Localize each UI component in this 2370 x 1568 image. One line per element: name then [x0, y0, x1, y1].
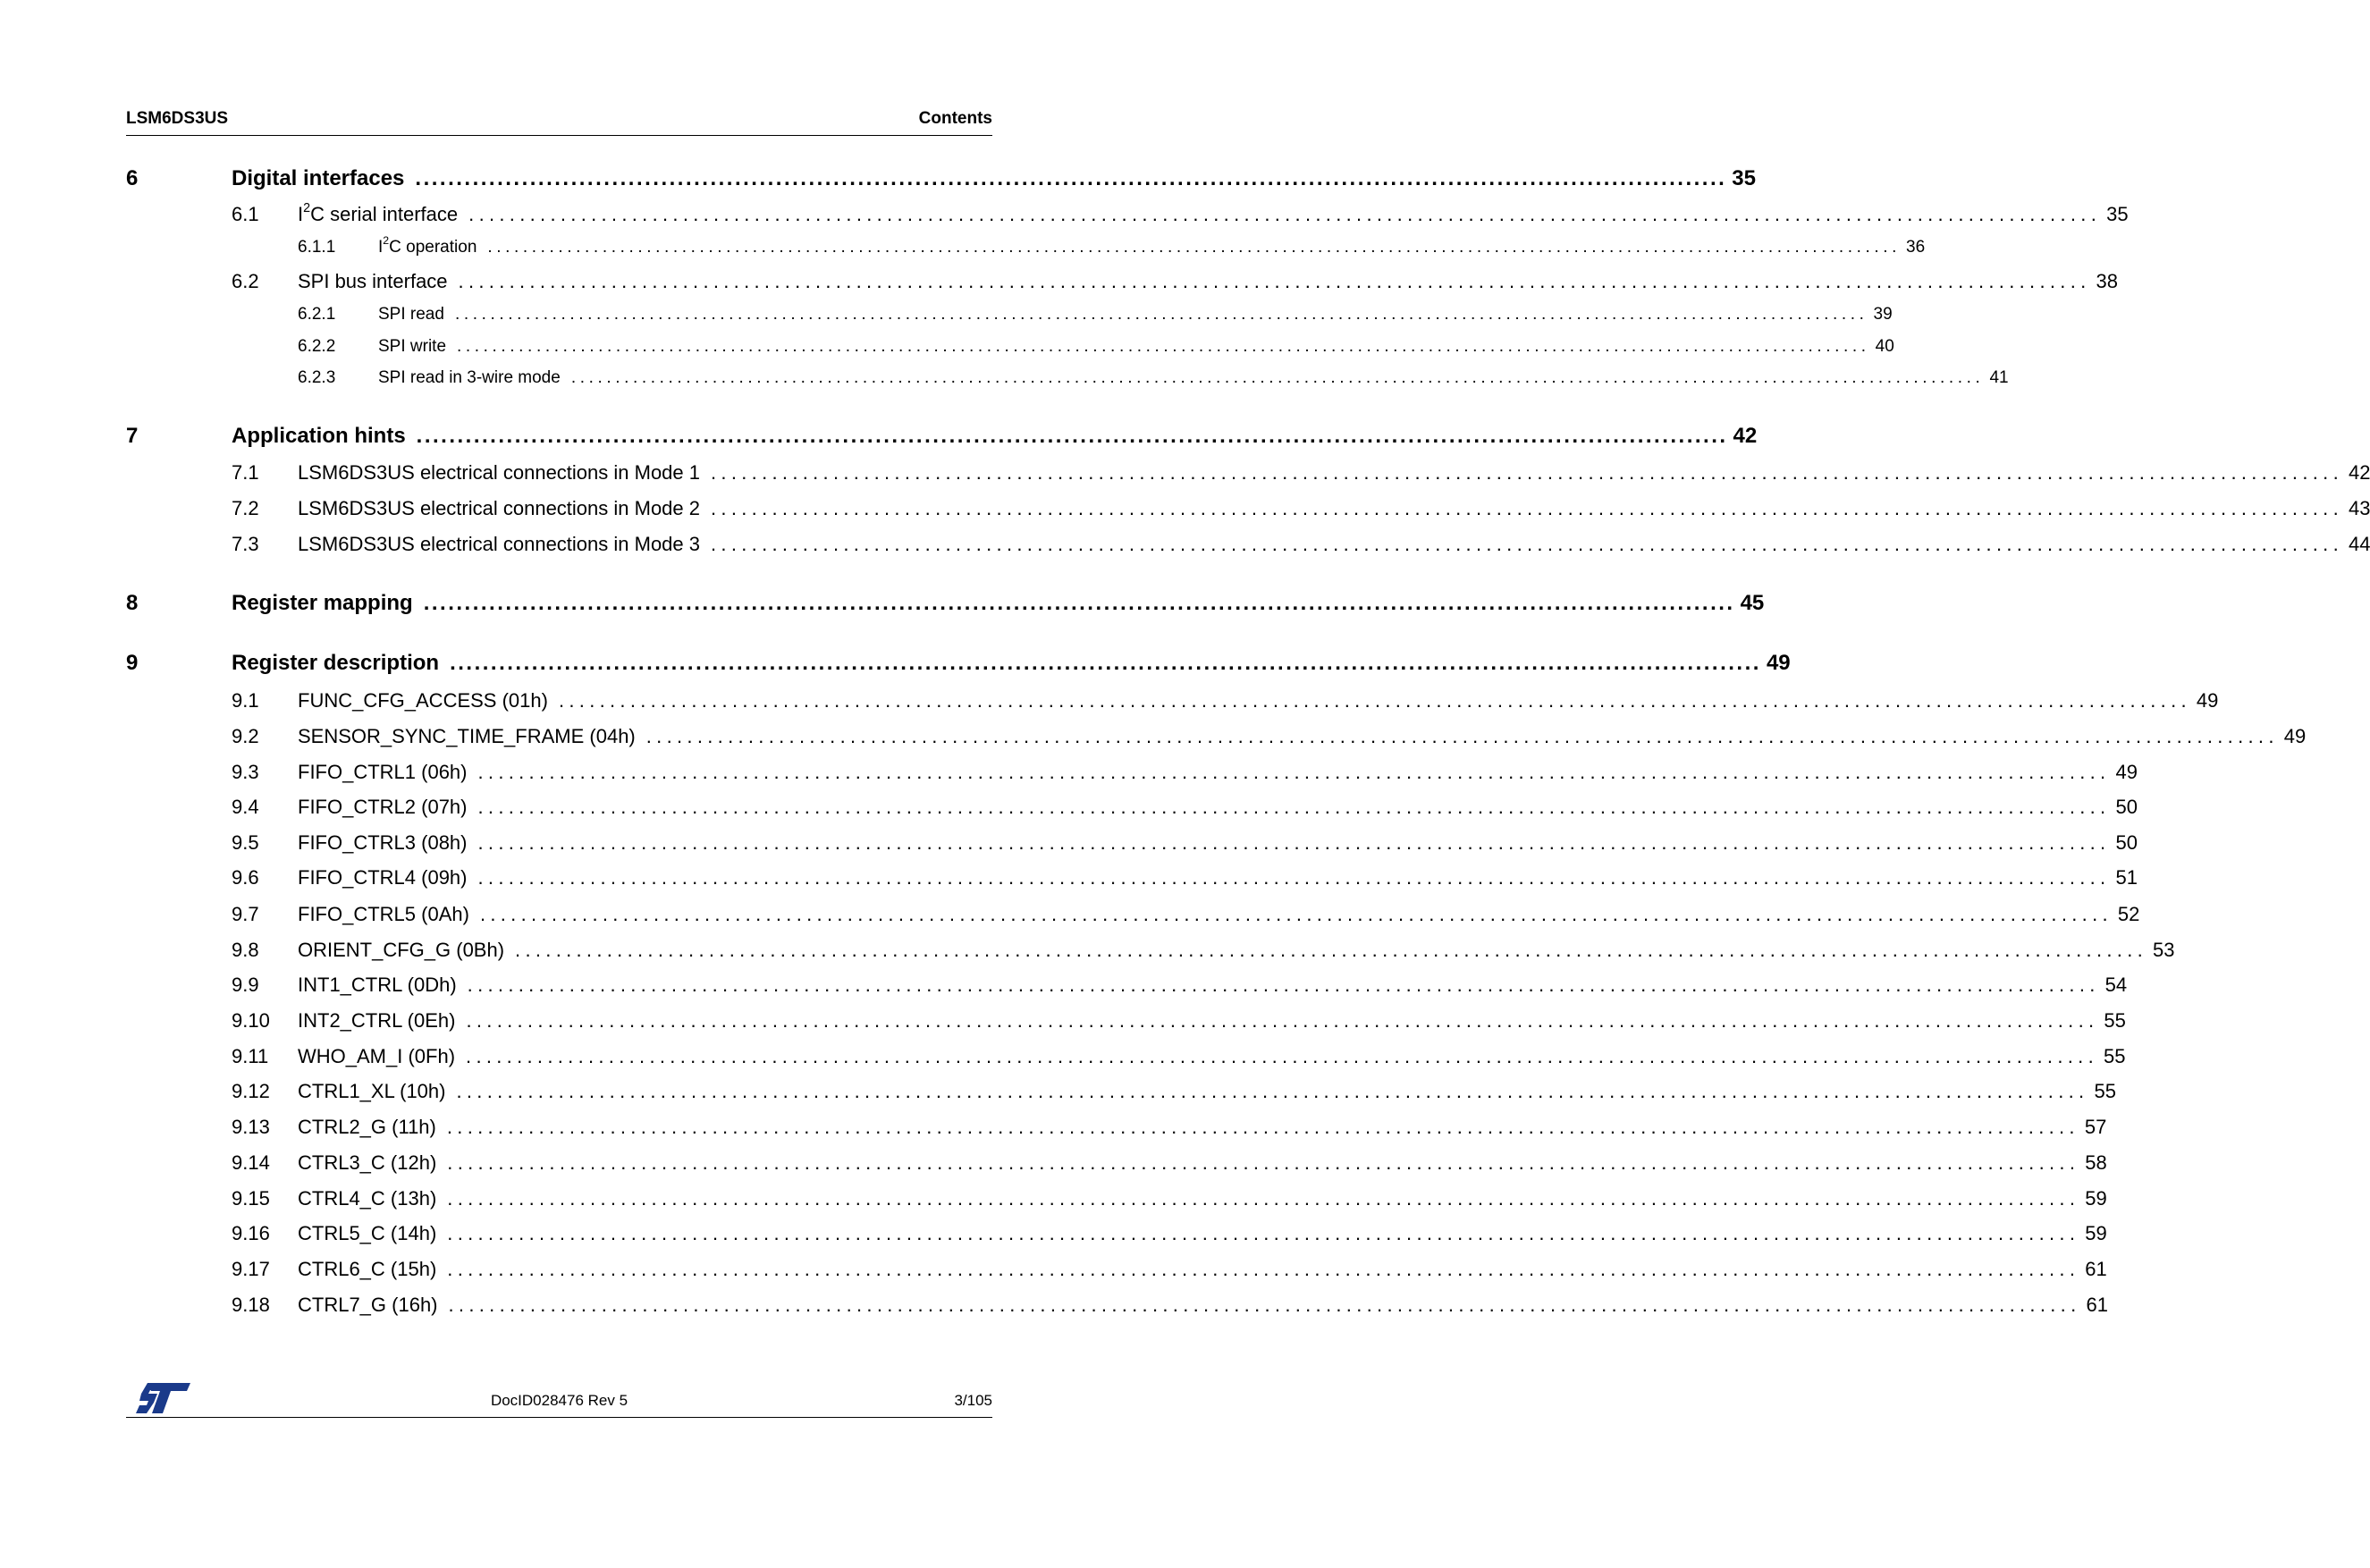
footer-doc-id: DocID028476 Rev 5 [490, 1392, 628, 1409]
toc-leader: ................................................................................................................................................................ [447, 1187, 2080, 1210]
toc-title: SENSOR_SYNC_TIME_FRAME (04h) [298, 725, 636, 747]
toc-title: SPI read in 3-wire mode [378, 368, 561, 387]
toc-title: FUNC_CFG_ACCESS (01h) [298, 689, 548, 712]
header-divider [126, 135, 992, 136]
toc-leader: ................................................................................................................................................................ [477, 796, 2111, 818]
toc-leader: ................................................................................................................................................................ [457, 337, 1870, 356]
page-header [126, 109, 992, 129]
toc-entry-subsection[interactable] [126, 1222, 2107, 1245]
toc-number: 9.6 [232, 866, 259, 889]
toc-title: CTRL6_C (15h) [298, 1258, 437, 1280]
toc-number: 6.2.2 [298, 337, 336, 356]
toc-title: CTRL7_G (16h) [298, 1294, 438, 1316]
toc-number: 9.9 [232, 974, 259, 996]
toc-title: CTRL3_C (12h) [298, 1151, 437, 1174]
toc-title: CTRL4_C (13h) [298, 1187, 437, 1210]
toc-page: 38 [2096, 270, 2118, 292]
toc-leader: ................................................................................................................................................................ [466, 1009, 2099, 1032]
toc-page: 52 [2117, 903, 2140, 925]
toc-title: CTRL1_XL (10h) [298, 1080, 446, 1102]
toc-leader: ................................................................................................................................................................ [468, 203, 2102, 225]
toc-number: 9.7 [232, 903, 259, 925]
toc-number: 6.1.1 [298, 238, 336, 257]
toc-title: INT2_CTRL (0Eh) [298, 1009, 456, 1032]
toc-page: 43 [2348, 497, 2370, 519]
toc-number: 9.3 [232, 761, 259, 783]
toc-leader: ................................................................................................................................................................ [454, 305, 1868, 324]
toc-number: 6.2 [232, 270, 259, 292]
toc-page: 57 [2084, 1116, 2107, 1138]
toc-page: 45 [1740, 591, 1765, 615]
toc-entry-subsection[interactable] [126, 831, 2138, 855]
toc-number: 9.12 [232, 1080, 270, 1102]
toc-page: 44 [2348, 533, 2370, 555]
toc-number: 9.18 [232, 1294, 270, 1316]
toc-number: 6.1 [232, 203, 259, 225]
toc-title: FIFO_CTRL1 (06h) [298, 761, 468, 783]
toc-number: 7.2 [232, 497, 259, 519]
toc-title: Application hints [232, 424, 406, 448]
toc-entry-subsection[interactable] [126, 974, 2128, 997]
footer-divider [126, 1417, 992, 1418]
toc-leader: ................................................................................................................................................................ [458, 270, 2091, 292]
toc-leader: ................................................................................................................................................................ [477, 761, 2111, 783]
toc-entry-subsection[interactable] [126, 1294, 2108, 1317]
toc-entry-subsubsection[interactable] [126, 368, 2009, 388]
toc-number: 9.17 [232, 1258, 270, 1280]
toc-entry-subsection[interactable] [126, 1258, 2107, 1281]
toc-entry-section[interactable] [126, 651, 1791, 676]
toc-title: FIFO_CTRL3 (08h) [298, 831, 468, 854]
toc-leader: ................................................................................................................................................................ [456, 1080, 2089, 1102]
toc-leader: ................................................................................................................................................................ [446, 1116, 2079, 1138]
toc-title: ORIENT_CFG_G (0Bh) [298, 939, 505, 961]
toc-page: 40 [1875, 337, 1894, 356]
toc-page: 58 [2085, 1151, 2107, 1174]
toc-entry-subsection[interactable] [126, 796, 2138, 819]
toc-title: Register mapping [232, 591, 413, 615]
toc-page: 49 [2115, 761, 2138, 783]
toc-entry-subsection[interactable] [126, 201, 2129, 226]
toc-entry-section[interactable] [126, 591, 1765, 616]
toc-number: 9.14 [232, 1151, 270, 1174]
toc-leader: ................................................................................................................................................................ [447, 1151, 2080, 1174]
toc-leader: ................................................................................................................................................................ [711, 533, 2343, 555]
toc-page: 53 [2153, 939, 2175, 961]
toc-leader: ................................................................................................................................................................ [479, 903, 2113, 925]
toc-page: 59 [2085, 1222, 2107, 1244]
toc-number: 9.16 [232, 1222, 270, 1244]
toc-page: 42 [1733, 424, 1758, 448]
toc-entry-section[interactable] [126, 424, 1758, 449]
toc-page: 49 [1766, 651, 1791, 675]
toc-title: FIFO_CTRL2 (07h) [298, 796, 468, 818]
toc-entry-subsubsection[interactable] [126, 234, 1926, 257]
toc-entry-subsection[interactable] [126, 725, 2307, 748]
toc-title: LSM6DS3US electrical connections in Mode 2 [298, 497, 701, 519]
toc-number: 9.8 [232, 939, 259, 961]
toc-page: 55 [2104, 1009, 2126, 1032]
toc-number: 9.10 [232, 1009, 270, 1032]
toc-title: Register description [232, 651, 440, 675]
toc-page: 55 [2104, 1045, 2126, 1067]
toc-title: Digital interfaces [232, 166, 405, 190]
toc-entry-subsection[interactable] [126, 1080, 2116, 1103]
toc-page: 55 [2094, 1080, 2116, 1102]
toc-page: 41 [1989, 368, 2009, 387]
toc-number: 9.11 [232, 1045, 269, 1067]
toc-entry-subsection[interactable] [126, 1187, 2107, 1210]
toc-leader: ................................................................................................................................................................ [477, 866, 2111, 889]
toc-page: 54 [2104, 974, 2128, 996]
toc-entry-subsection[interactable] [126, 761, 2138, 784]
toc-entry-subsection[interactable] [126, 1116, 2107, 1139]
toc-leader: ................................................................................................................................................................ [645, 725, 2279, 747]
toc-page: 35 [2106, 203, 2129, 225]
toc-page: 49 [2196, 689, 2219, 712]
toc-number: 6.2.1 [298, 305, 336, 324]
toc-leader: ................................................................................................................................................................ [515, 939, 2148, 961]
toc-page: 61 [2086, 1294, 2108, 1316]
toc-number: 9.15 [232, 1187, 270, 1210]
toc-leader: ................................................................................................................................................................ [450, 651, 1761, 675]
toc-leader: ................................................................................................................................................................ [467, 974, 2100, 996]
toc-entry-subsection[interactable] [126, 461, 2370, 485]
toc-leader: ................................................................................................................................................................ [711, 461, 2343, 484]
toc-title: WHO_AM_I (0Fh) [298, 1045, 456, 1067]
toc-title: LSM6DS3US electrical connections in Mode 3 [298, 533, 701, 555]
toc-entry-subsection[interactable] [126, 270, 2118, 293]
toc-leader: ................................................................................................................................................................ [558, 689, 2191, 712]
toc-number: 9.4 [232, 796, 259, 818]
toc-number: 6 [126, 166, 139, 190]
toc-leader: ................................................................................................................................................................ [447, 1222, 2080, 1244]
toc-number: 9 [126, 651, 139, 675]
toc-page: 51 [2115, 866, 2138, 889]
toc-number: 9.5 [232, 831, 259, 854]
toc-leader: ................................................................................................................................................................ [447, 1258, 2080, 1280]
toc-number: 7 [126, 424, 139, 448]
toc-entry-subsection[interactable] [126, 1045, 2126, 1068]
toc-leader: ................................................................................................................................................................ [448, 1294, 2081, 1316]
toc-title: SPI read [378, 305, 444, 324]
toc-leader: ................................................................................................................................................................ [487, 238, 1901, 257]
toc-leader: ................................................................................................................................................................ [570, 368, 1985, 387]
toc-number: 9.13 [232, 1116, 270, 1138]
toc-page: 61 [2085, 1258, 2107, 1280]
toc-page: 49 [2283, 725, 2307, 747]
toc-page: 50 [2115, 796, 2138, 818]
toc-number: 9.1 [232, 689, 259, 712]
toc-leader: ................................................................................................................................................................ [415, 166, 1727, 190]
toc-number: 7.3 [232, 533, 259, 555]
toc-leader: ................................................................................................................................................................ [423, 591, 1735, 615]
toc-title: CTRL2_G (11h) [298, 1116, 436, 1138]
toc-entry-subsection[interactable] [126, 689, 2219, 712]
toc-number: 8 [126, 591, 139, 615]
toc-page: 50 [2115, 831, 2138, 854]
toc-entry-subsection[interactable] [126, 1151, 2107, 1175]
toc-title: INT1_CTRL (0Dh) [298, 974, 457, 996]
toc-title: LSM6DS3US electrical connections in Mode 1 [298, 461, 701, 484]
toc-title: FIFO_CTRL5 (0Ah) [298, 903, 469, 925]
toc-title: $I^2C$ serial interface [298, 201, 459, 225]
header-product-name: LSM6DS3US [126, 109, 229, 128]
toc-title: $I^2C$ operation [378, 234, 477, 257]
toc-entry-subsection[interactable] [126, 533, 2370, 556]
toc-leader: ................................................................................................................................................................ [711, 497, 2343, 519]
toc-leader: ................................................................................................................................................................ [416, 424, 1728, 448]
toc-entry-subsubsection[interactable] [126, 305, 1893, 325]
toc-title: FIFO_CTRL4 (09h) [298, 866, 468, 889]
toc-entry-subsection[interactable] [126, 866, 2138, 889]
toc-page: 35 [1732, 166, 1756, 190]
toc-number: 6.2.3 [298, 368, 336, 387]
toc-page: 36 [1906, 238, 1926, 257]
header-section-name: Contents [918, 109, 992, 128]
toc-entry-subsection[interactable] [126, 497, 2370, 520]
toc-title: CTRL5_C (14h) [298, 1222, 437, 1244]
toc-entry-subsubsection[interactable] [126, 337, 1894, 357]
toc-page: 42 [2348, 461, 2370, 484]
toc-entry-section[interactable] [126, 166, 1756, 191]
footer-page-number: 3/105 [954, 1392, 992, 1409]
toc-entry-subsection[interactable] [126, 903, 2140, 926]
toc-title: SPI write [378, 337, 447, 356]
toc-number: 9.2 [232, 725, 259, 747]
toc-leader: ................................................................................................................................................................ [466, 1045, 2098, 1067]
toc-title: SPI bus interface [298, 270, 448, 292]
toc-entry-subsection[interactable] [126, 1009, 2126, 1033]
toc-page: 59 [2085, 1187, 2107, 1210]
page-footer [126, 1388, 992, 1410]
toc-leader: ................................................................................................................................................................ [477, 831, 2111, 854]
toc-entry-subsection[interactable] [126, 939, 2175, 962]
toc-number: 7.1 [232, 461, 259, 484]
toc-page: 39 [1873, 305, 1893, 324]
